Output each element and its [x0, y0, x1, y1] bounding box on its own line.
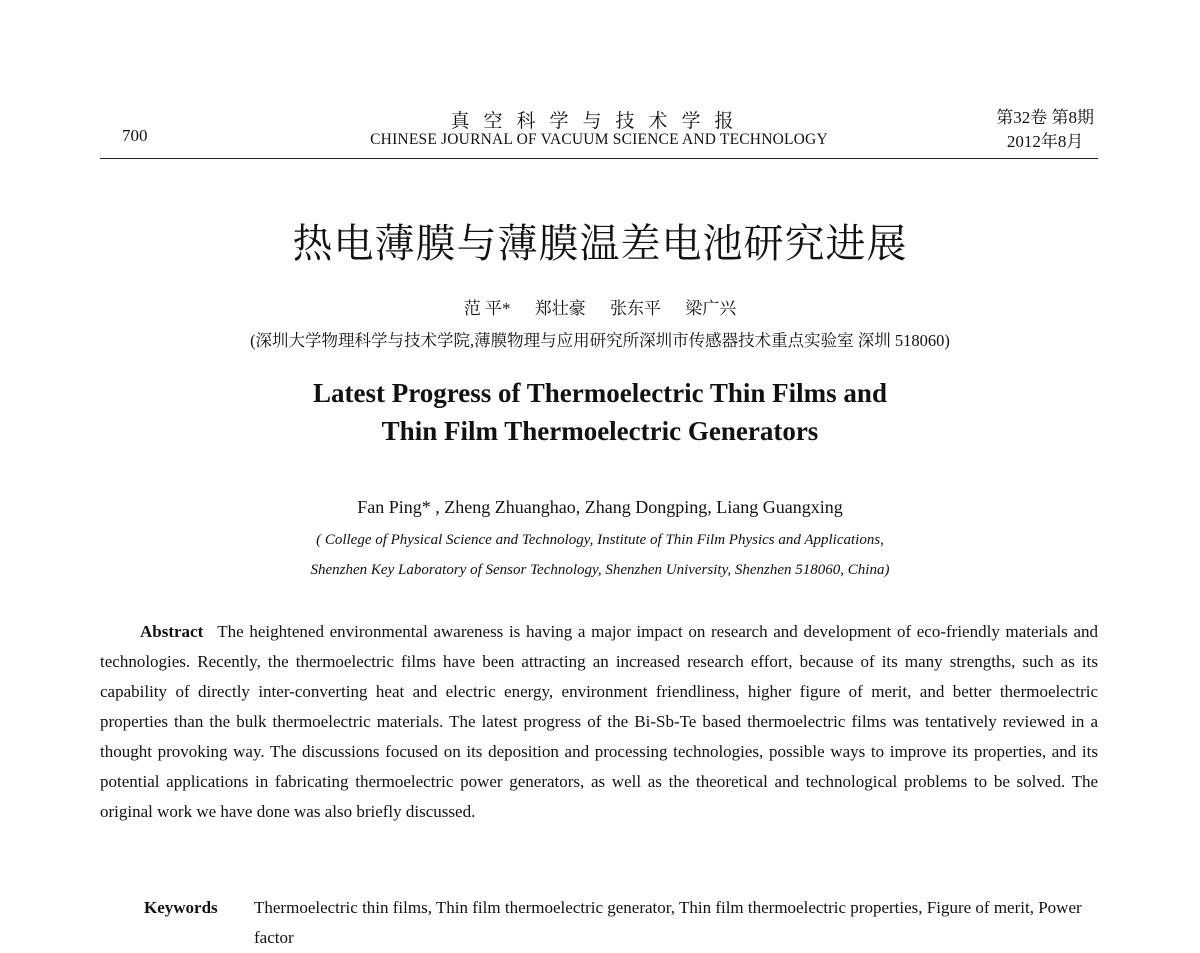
title-en-line: Thin Film Thermoelectric Generators — [381, 416, 819, 446]
abstract-text: The heightened environmental awareness is having a major impact on research and development of eco-friendly materials and technologies. Recently, the thermoelectric films have been attracting an increased research effort, because of its many strengths, such as its capability of directly inter-converting heat and electric energy, environment friendliness, higher figure of merit, and better thermoelectric properties than the bulk thermoelectric materials. The latest progress of the Bi-Sb-Te based thermoelectric films was tentatively reviewed in a thought provoking way. The discussions focused on its deposition and processing technologies, possible ways to improve its properties, and its potential applications in fabricating thermoelectric power generators, as well as the theoretical and technological problems to be solved. The original work we have done was also briefly discussed. — [100, 622, 1098, 821]
abstract-label: Abstract — [140, 622, 204, 641]
journal-title-cn: 真空科学与技术学报 — [450, 111, 748, 132]
author-cn: 范 平* — [463, 299, 511, 318]
title-en — [0, 374, 1200, 450]
keywords-label: Keywords — [144, 898, 218, 917]
authors-cn — [0, 294, 1200, 319]
affiliation-en-line: ( College of Physical Science and Technology, Institute of Thin Film Physics and Applications, — [316, 532, 884, 548]
volume-issue: 第32卷 第8期 — [996, 108, 1094, 127]
abstract — [100, 617, 1098, 827]
author-cn: 张东平 — [610, 299, 661, 318]
author-cn: 梁广兴 — [685, 299, 737, 318]
title-cn: 热电薄膜与薄膜温差电池研究进展 — [292, 221, 908, 266]
keywords-text: Thermoelectric thin films, Thin film thermoelectric generator, Thin film thermoelectric properties, Figure of merit, Power factor — [254, 898, 1082, 947]
page-number: 700 — [122, 126, 148, 145]
authors-en: Fan Ping* , Zheng Zhuanghao, Zhang Dongping, Liang Guangxing — [357, 497, 843, 517]
publication-date: 2012年8月 — [1006, 132, 1084, 151]
affiliation-en-line: Shenzhen Key Laboratory of Sensor Technology, Shenzhen University, Shenzhen 518060, China) — [310, 562, 890, 578]
journal-header — [100, 100, 1098, 159]
volume-info — [996, 106, 1094, 154]
title-en-line: Latest Progress of Thermoelectric Thin Films and — [313, 378, 887, 408]
journal-title-en: CHINESE JOURNAL OF VACUUM SCIENCE AND TECHNOLOGY — [370, 131, 828, 148]
affiliation-cn: (深圳大学物理科学与技术学院,薄膜物理与应用研究所深圳市传感器技术重点实验室 深圳 518060) — [250, 331, 950, 350]
author-cn: 郑壮豪 — [534, 299, 586, 318]
keywords — [144, 893, 1098, 953]
